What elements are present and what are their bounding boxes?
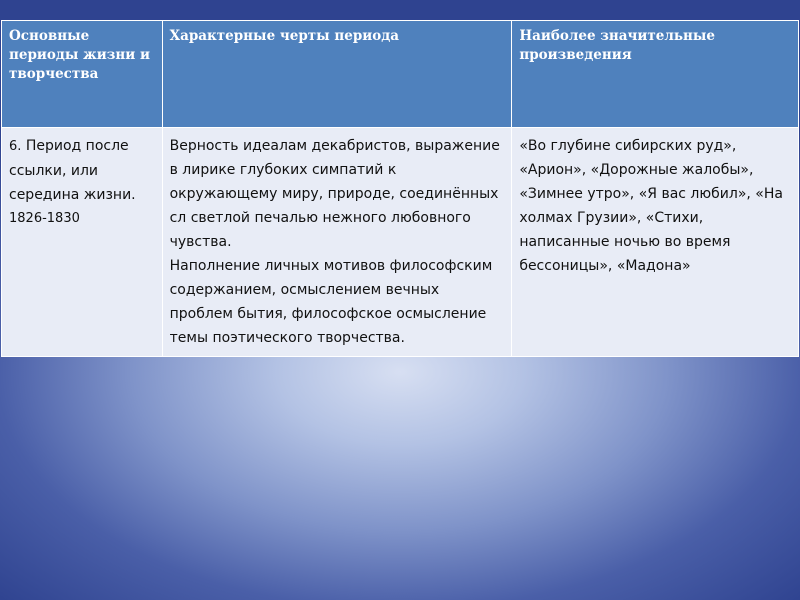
cell-works xyxy=(512,128,799,357)
header-works: Наиболее значительные произведения xyxy=(512,21,799,128)
periods-table xyxy=(1,20,799,357)
table-row xyxy=(2,128,799,357)
period-number: 6. xyxy=(9,139,22,154)
table-header-row xyxy=(2,21,799,128)
period-name: Период после ссылки, или середина жизни. xyxy=(9,138,136,203)
works-list: «Во глубине сибирских руд», «Арион», «Дорожные жалобы», «Зимнее утро», «Я вас любил», «На холмах Грузии», «Стихи, написанные ночью во время бессоницы», «Мадона» xyxy=(519,138,783,274)
period-years: 1826-1830 xyxy=(9,211,80,226)
features-paragraph-1: Верность идеалам декабристов, выражение в лирике глубоких симпатий к окружающему миру, природе, соединённых сл светлой печалью нежного любовного чувства. xyxy=(169,138,500,250)
cell-period xyxy=(2,128,163,357)
features-paragraph-2: Наполнение личных мотивов философским содержанием, осмыслением вечных проблем бытия, философское осмысление темы поэтического творчества. xyxy=(169,258,493,346)
header-features: Характерные черты периода xyxy=(162,21,512,128)
cell-features xyxy=(162,128,512,357)
header-periods: Основные периоды жизни и творчества xyxy=(2,21,163,128)
